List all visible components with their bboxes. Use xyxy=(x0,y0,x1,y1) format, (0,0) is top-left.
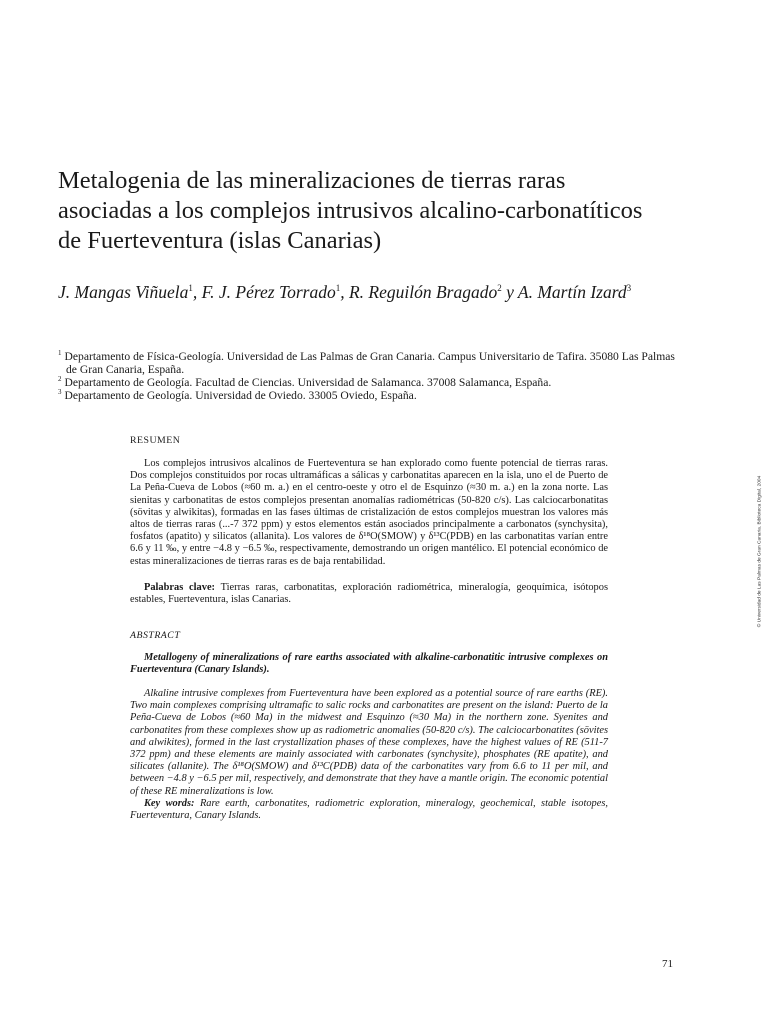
author: R. Reguilón Bragado$^2$ y xyxy=(348,282,518,302)
resumen-heading: RESUMEN xyxy=(130,435,181,446)
abstract-body: Alkaline intrusive complexes from Fuerteventura have been explored as a potential source of rare earths (RE). Two main complexes comprising ultramafic to salic rocks and carbonatites are present on the island: Puerto de la Peña-Cueva de Lobos (≈60 Ma) in the midwest and Esquinzo (≈30 Ma) in the northern zone. Syenites and carbonatites from these complexes show up as radiometric anomalies (50-820 c/s). The calciocarbonatites (sövites and alwikites), formed in the last crystallization phases of these complexes, have the highest values of RE (511-7 372 ppm) and these elements are mainly associated with carbonates (synchysite), phosphates (RE apatite), and silicates (allanite). The δ¹⁸O(SMOW) and δ¹³C(PDB) data of the carbonatites vary from 6.6 to 11 per mil, and between −4.8 y −6.5 per mil, respectively, and demonstrate that they have a mantle origin. The economic potential of these RE mineralizations is low. xyxy=(130,688,608,797)
affiliation: $^2$ Departamento de Geología. Facultad de Ciencias. Universidad de Salamanca. 37008 Salamanca, España. xyxy=(58,375,552,389)
article-title: Metalogenia de las mineralizaciones de tierras raras asociadas a los complejos intrusivos alcalino-carbonatíticos de Fuerteventura (islas Canarias) xyxy=(58,167,643,254)
author: J. Mangas Viñuela$^1$, xyxy=(58,282,202,302)
key-words: Key words: Rare earth, carbonatites, radiometric exploration, mineralogy, geochemical, stable isotopes, Fuerteventura, Canary Islands. xyxy=(130,798,608,822)
abstract-heading: ABSTRACT xyxy=(130,630,181,641)
author-list xyxy=(58,282,682,302)
digital-library-credit: © Universidad de Las Palmas de Gran Canaria. Biblioteca Digital, 2004 xyxy=(757,475,763,628)
author: F. J. Pérez Torrado$^1$, xyxy=(201,282,349,302)
affiliation: $^1$ Departamento de Física-Geología. Universidad de Las Palmas de Gran Canaria. Campus Universitario de Tafira. 35080 Las Palmas de Gran Canaria, España. xyxy=(58,349,675,376)
palabras-clave: Palabras clave: Tierras raras, carbonatitas, exploración radiométrica, mineralogía, geoquímica, isótopos estables, Fuerteventura, islas Canarias. xyxy=(130,582,608,606)
affiliation: $^3$ Departamento de Geología. Universidad de Oviedo. 33005 Oviedo, España. xyxy=(58,388,417,402)
affiliation-list xyxy=(58,350,682,402)
resumen-body: Los complejos intrusivos alcalinos de Fuerteventura se han explorado como fuente potencial de tierras raras. Dos complejos constituidos por rocas ultramáficas a sálicas y carbonatitas aparecen en la isla, uno el de Puerto de La Peña-Cueva de Lobos (≈60 m. a.) en el centro-oeste y otro el de Esquinzo (≈30 m. a.) en la zona norte. Las sienitas y carbonatitas de estos complejos presentan anomalías radiométricas (50-820 c/s). Las calciocarbonatitas (sövitas y alwikitas), formadas en las fases últimas de cristalización de estos complejos muestran los valores más altos de tierras raras (...-7 372 ppm) y estos elementos están asociados principalmente a carbonatos (synchysita), fosfatos (apatito) y silicatos (allanita). Los valores de δ¹⁸O(SMOW) y δ¹³C(PDB) en las carbonatitas varían entre 6.6 y 11 ‰, y entre −4.8 y −6.5 ‰, respectivamente, demostrando un origen mantélico. El potencial económico de estas mineralizaciones de tierras raras es de baja rentabilidad. xyxy=(130,458,608,567)
author: A. Martín Izard$^3$ xyxy=(517,282,632,302)
abstract-english-title: Metallogeny of mineralizations of rare earths associated with alkaline-carbonatitic intrusive complexes on Fuerteventura (Canary Islands). xyxy=(130,652,608,676)
page-number: 71 xyxy=(662,958,673,970)
